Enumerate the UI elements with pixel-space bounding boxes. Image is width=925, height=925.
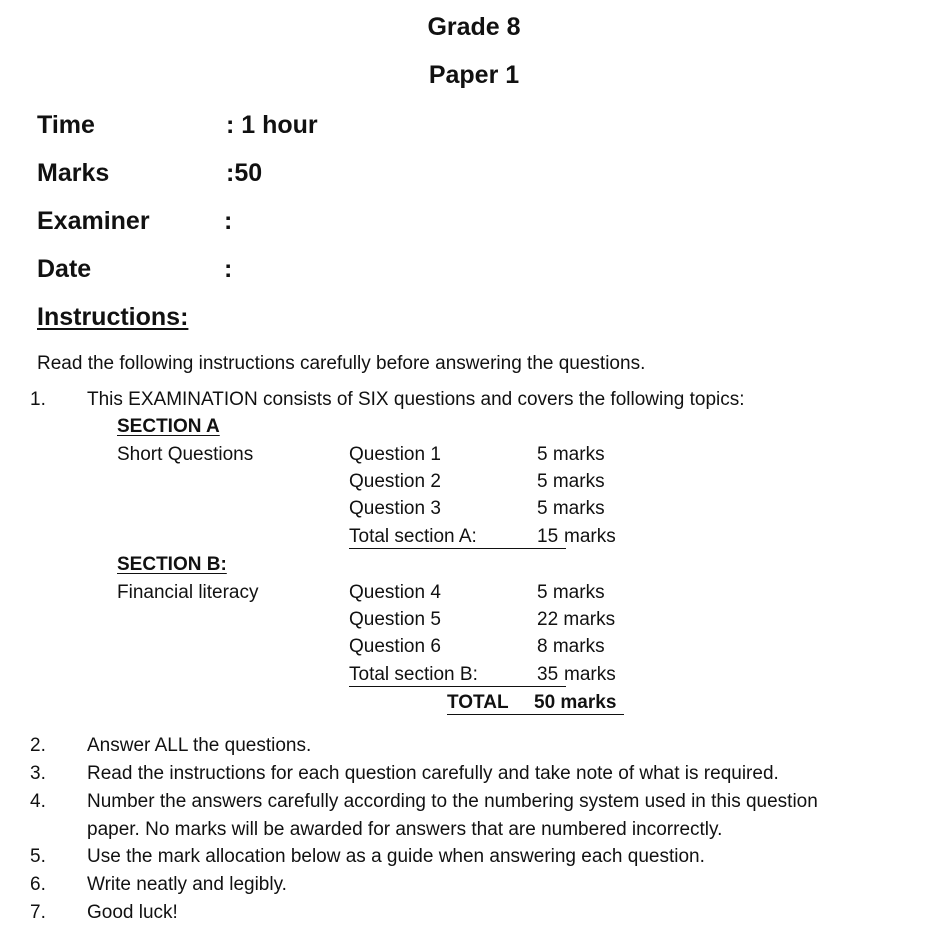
question-label: Question 2 [349,471,441,492]
date-label: Date [37,255,92,283]
section-b-title: SECTION B: [117,554,227,575]
item-number: 3. [30,763,46,784]
question-marks: 5 marks [537,582,605,603]
section-b-total-underline [349,686,566,687]
grand-total-underline [447,714,624,715]
item-text: Use the mark allocation below as a guide when answering each question. [87,846,705,867]
item-text-continued: paper. No marks will be awarded for answers that are numbered incorrectly. [87,819,723,840]
question-marks: 5 marks [537,444,605,465]
question-label: Question 1 [349,444,441,465]
paper-title: Paper 1 [428,61,520,89]
section-a-total-num: 15 [537,526,559,547]
date-value: : [224,255,233,283]
grand-total-value: 50 marks [534,692,617,713]
item-text: Write neatly and legibly. [87,874,287,895]
question-label: Question 6 [349,636,441,657]
section-a-total-unit: marks [564,526,616,547]
time-label: Time [37,111,95,139]
item-text: This EXAMINATION consists of SIX questions and covers the following topics: [87,389,745,410]
section-a-total-label: Total section A: [349,526,477,547]
section-b-total-label: Total section B: [349,664,478,685]
examiner-label: Examiner [37,207,150,235]
marks-label: Marks [37,159,110,187]
grand-total-label: TOTAL [447,692,509,713]
question-label: Question 5 [349,609,441,630]
time-value: : 1 hour [226,111,318,139]
question-marks: 8 marks [537,636,605,657]
instructions-heading: Instructions: [37,303,189,331]
item-text: Number the answers carefully according to the numbering system used in this question [87,791,818,812]
question-marks: 22 marks [537,609,616,630]
item-number: 7. [30,902,46,923]
question-label: Question 4 [349,582,441,603]
item-number: 5. [30,846,46,867]
question-marks: 5 marks [537,471,605,492]
item-text: Good luck! [87,902,178,923]
section-b-total-unit: marks [564,664,616,685]
section-a-title: SECTION A [117,416,220,437]
item-number: 1. [30,389,46,410]
item-number: 6. [30,874,46,895]
section-b-total-num: 35 [537,664,559,685]
grade-title: Grade 8 [427,13,521,41]
item-text: Read the instructions for each question carefully and take note of what is required. [87,763,779,784]
section-b-topic: Financial literacy [117,582,259,603]
section-a-total-underline [349,548,566,549]
marks-value: :50 [226,159,263,187]
item-text: Answer ALL the questions. [87,735,312,756]
question-label: Question 3 [349,498,441,519]
question-marks: 5 marks [537,498,605,519]
item-number: 2. [30,735,46,756]
section-a-topic: Short Questions [117,444,254,465]
item-number: 4. [30,791,46,812]
examiner-value: : [224,207,233,235]
intro-text: Read the following instructions carefully before answering the questions. [37,353,646,374]
